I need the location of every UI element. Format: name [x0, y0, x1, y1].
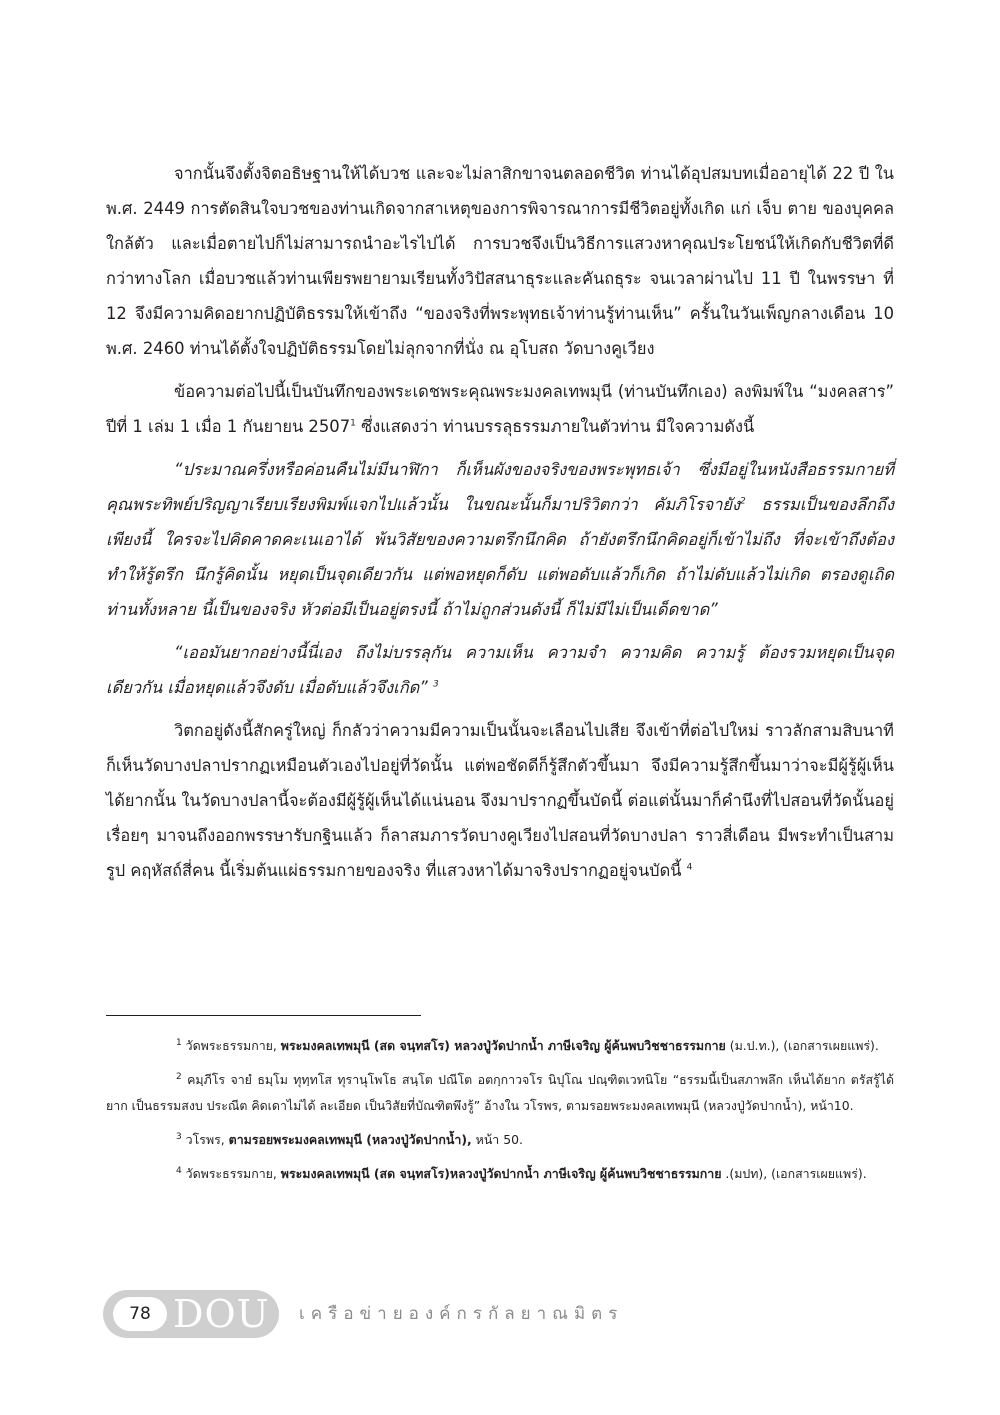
footnote-2-pre: คมฺภีโร จายํ ธมฺโม ทุทฺทโส ทุรานุโพโธ สนฺโต ปณีโต อตกฺกาวจโร นิปุโณ ปณฺฑิตเวทนิโย “ธรรมนี้เป็นสภาพลึก เห็นได้ยาก ตรัสรู้ได้ยาก เป็นธรรมสงบ ประณีต คิดเดาไม่ได้ ละเอียด เป็นวิสัยที่บัณฑิตพึงรู้” อ้างใน วโรพร, ตามรอยพระมงคลเทพมุนี (หลวงปู่วัดปากน้ำ), หน้า10.: [106, 1072, 894, 1113]
footnote-1: [106, 1033, 894, 1059]
footer-badge: [103, 1290, 279, 1338]
brand-logo: DOU: [173, 1292, 270, 1336]
footnote-3-title: ตามรอยพระมงคลเทพมุนี (หลวงปู่วัดปากน้ำ),: [228, 1132, 472, 1147]
footnote-ref-2[interactable]: 2: [740, 496, 746, 507]
quote-1-text-after: ธรรมเป็นของลึกถึงเพียงนี้ ใครจะไปคิดคาดคะเนเอาได้ พ้นวิสัยของความตรึกนึกคิด ถ้ายังตรึกนึกคิดอยู่ก็เข้าไม่ถึง ที่จะเข้าถึงต้องทำให้รู้ตรึก นึกรู้คิดนั้น หยุดเป็นจุดเดียวกัน แต่พอหยุดก็ดับ แต่พอดับแล้วก็เกิด ถ้าไม่ดับแล้วไม่เกิด ตรองดูเถิด ท่านทั้งหลาย นี้เป็นของจริง หัวต่อมีเป็นอยู่ตรงนี้ ถ้าไม่ถูกส่วนดังนี้ ก็ไม่มีไม่เป็นเด็ดขาด”: [106, 495, 894, 619]
footnote-ref-1[interactable]: 1: [350, 418, 356, 429]
footnote-4-pre: วัดพระธรรมกาย,: [181, 1166, 281, 1181]
footnote-number-4: 4: [176, 1165, 182, 1176]
footnote-1-title: พระมงคลเทพมุนี (สด จนฺทสโร) หลวงปู่วัดปากน้ำ ภาษีเจริญ ผู้ค้นพบวิชชาธรรมกาย: [280, 1038, 726, 1053]
quote-1-text-before: “ประมาณครึ่งหรือค่อนคืนไม่มีนาฬิกา ก็เห็นผังของจริงของพระพุทธเจ้า ซึ่งมีอยู่ในหนังสือธรรมกายที่คุณพระทิพย์ปริญญาเรียบเรียงพิมพ์แจกไปแล้วนั้น ในขณะนั้นก็มาปริวิตกว่า คัมภิโรจายัง: [106, 460, 894, 514]
footnote-4: [106, 1161, 894, 1187]
footer-tagline: เครือข่ายองค์กรกัลยาณมิตร: [299, 1304, 624, 1324]
footnote-3: [106, 1127, 894, 1153]
quote-1: [106, 452, 894, 627]
footnote-number-2: 2: [176, 1071, 182, 1082]
footnote-ref-3[interactable]: 3: [432, 679, 439, 690]
footnote-ref-4[interactable]: 4: [686, 862, 693, 873]
footnote-3-post: หน้า 50.: [471, 1132, 523, 1147]
paragraph-1-text: จากนั้นจึงตั้งจิตอธิษฐานให้ได้บวช และจะไม่ลาสิกขาจนตลอดชีวิต ท่านได้อุปสมบทเมื่ออายุได้ 22 ปี ใน พ.ศ. 2449 การตัดสินใจบวชของท่านเกิดจากสาเหตุของการพิจารณาการมีชีวิตอยู่ทั้งเกิด แก่ เจ็บ ตาย ของบุคคลใกล้ตัว และเมื่อตายไปก็ไม่สามารถนำอะไรไปได้ การบวชจึงเป็นวิธีการแสวงหาคุณประโยชน์ให้เกิดกับชีวิตที่ดีกว่าทางโลก เมื่อบวชแล้วท่านเพียรพยายามเรียนทั้งวิปัสสนาธุระและคันถธุระ จนเวลาผ่านไป 11 ปี ในพรรษา ที่ 12 จึงมีความคิดอยากปฏิบัติธรรมให้เข้าถึง “ของจริงที่พระพุทธเจ้าท่านรู้ท่านเห็น” ครั้นในวันเพ็ญกลางเดือน 10 พ.ศ. 2460 ท่านได้ตั้งใจปฏิบัติธรรมโดยไม่ลุกจากที่นั่ง ณ อุโบสถ วัดบางคูเวียง: [106, 164, 894, 358]
footnote-2: [106, 1067, 894, 1119]
footnote-number-1: 1: [176, 1037, 182, 1048]
page-number: 78: [113, 1297, 167, 1331]
paragraph-2: [106, 374, 894, 444]
footnote-number-3: 3: [176, 1131, 182, 1142]
paragraph-1: [106, 156, 894, 366]
paragraph-5-text-before: วิตกอยู่ดังนี้สักครู่ใหญ่ ก็กลัวว่าความมีความเป็นนั้นจะเลือนไปเสีย จึงเข้าที่ต่อไปใหม่ ราวลักสามสิบนาทีก็เห็นวัดบางปลาปรากฏเหมือนตัวเองไปอยู่ที่วัดนั้น แต่พอชัดดีก็รู้สึกตัวขึ้นมา จึงมีความรู้สึกขึ้นมาว่าจะมีผู้รู้ผู้เห็นได้ยากนั้น ในวัดบางปลานี้จะต้องมีผู้รู้ผู้เห็นได้แน่นอน จึงมาปรากฏขึ้นบัดนี้ ต่อแต่นั้นมาก็คำนึงที่ไปสอนที่วัดนั้นอยู่เรื่อยๆ มาจนถึงออกพรรษารับกฐินแล้ว ก็ลาสมภารวัดบางคูเวียงไปสอนที่วัดบางปลา ราวสี่เดือน มีพระทำเป็นสามรูป คฤหัสถ์สี่คน นี้เริ่มต้นแผ่ธรรมกายของจริง ที่แสวงหาได้มาจริงปรากฏอยู่จนบัดนี้: [106, 721, 894, 880]
footnote-4-title: พระมงคลเทพมุนี (สด จนฺทสโร)หลวงปู่วัดปากน้ำ ภาษีเจริญ ผู้ค้นพบวิชชาธรรมกาย: [280, 1166, 722, 1181]
footnotes: [106, 1033, 894, 1195]
quote-2: [106, 635, 894, 705]
footnote-1-post: (ม.ป.ท.), (เอกสารเผยแพร่).: [725, 1038, 879, 1053]
paragraph-2-text-before: ข้อความต่อไปนี้เป็นบันทึกของพระเดชพระคุณพระมงคลเทพมุนี (ท่านบันทึกเอง) ลงพิมพ์ใน “มงคลสาร” ปีที่ 1 เล่ม 1 เมื่อ 1 กันยายน 2507: [106, 382, 894, 436]
footnote-divider: [106, 1015, 421, 1016]
quote-2-text-before: “เออมันยากอย่างนี้นี่เอง ถึงไม่บรรลุกัน ความเห็น ความจำ ความคิด ความรู้ ต้องรวมหยุดเป็นจุดเดียวกัน เมื่อหยุดแล้วจึงดับ เมื่อดับแล้วจึงเกิด”: [106, 643, 894, 697]
paragraph-5: [106, 713, 894, 888]
paragraph-2-text-after: ซึ่งแสดงว่า ท่านบรรลุธรรมภายในตัวท่าน มีใจความดังนี้: [355, 417, 755, 436]
footnote-3-pre: วโรพร,: [181, 1132, 229, 1147]
footnote-4-post: .(มปท), (เอกสารเผยแพร่).: [721, 1166, 867, 1181]
body-text: [106, 156, 894, 896]
footnote-1-pre: วัดพระธรรมกาย,: [181, 1038, 281, 1053]
